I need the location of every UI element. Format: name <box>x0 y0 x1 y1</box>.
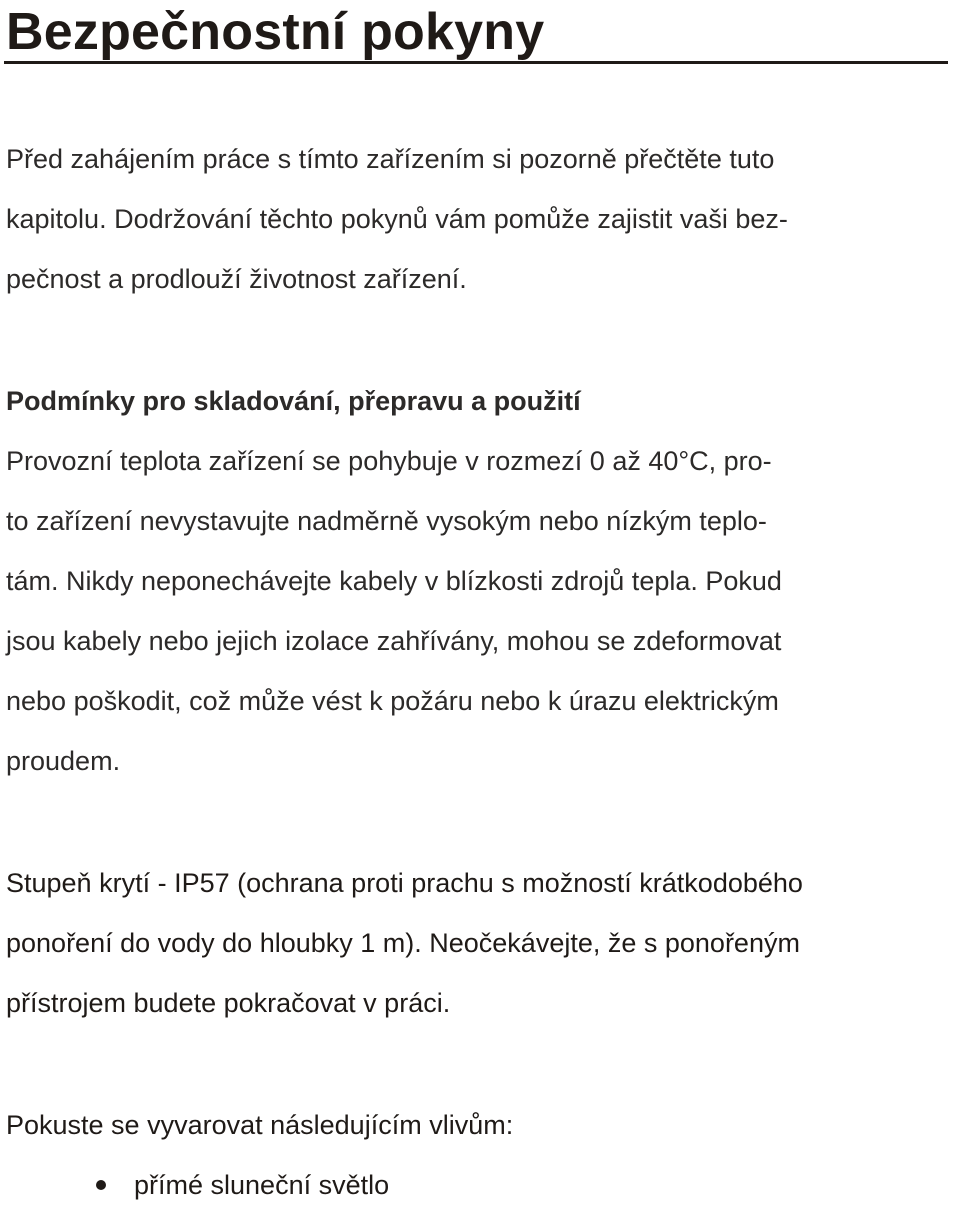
avoid-intro <box>6 1095 513 1155</box>
storage-line-4: jsou kabely nebo jejich izolace zahřívány, mohou se zdeformovat <box>6 626 782 656</box>
intro-line-1: Před zahájením práce s tímto zařízením si pozorně přečtěte tuto <box>6 144 775 174</box>
ip-line-1: Stupeň krytí - IP57 (ochrana proti prachu s možností krátkodobého <box>6 868 803 898</box>
page-title: Bezpečnostní pokyny <box>6 3 545 61</box>
ip-line-2: ponoření do vody do hloubky 1 m). Neočekávejte, že s ponořeným <box>6 928 800 958</box>
ip-line-3: přístrojem budete pokračovat v práci. <box>6 988 451 1018</box>
list-item <box>0 1155 389 1215</box>
storage-line-5: nebo poškodit, což může vést k požáru nebo k úrazu elektrickým <box>6 686 779 716</box>
storage-line-2: to zařízení nevystavujte nadměrně vysokým nebo nízkým teplo- <box>6 506 767 536</box>
avoid-list <box>0 1155 389 1215</box>
storage-line-6: proudem. <box>6 746 121 776</box>
title-underline <box>4 61 948 64</box>
avoid-intro-text: Pokuste se vyvarovat následujícím vlivům: <box>6 1110 514 1140</box>
storage-section <box>6 371 782 791</box>
intro-line-3: pečnost a prodlouží životnost zařízení. <box>6 264 467 294</box>
intro-paragraph <box>6 129 788 309</box>
bullet-icon <box>96 1180 106 1190</box>
list-item-text: přímé sluneční světlo <box>134 1170 390 1200</box>
storage-heading: Podmínky pro skladování, přepravu a použití <box>6 386 581 416</box>
storage-line-1: Provozní teplota zařízení se pohybuje v rozmezí 0 až 40°C, pro- <box>6 446 772 476</box>
storage-line-3: tám. Nikdy neponechávejte kabely v blízkosti zdrojů tepla. Pokud <box>6 566 782 596</box>
intro-line-2: kapitolu. Dodržování těchto pokynů vám pomůže zajistit vaši bez- <box>6 204 788 234</box>
ip-rating-paragraph <box>6 853 803 1033</box>
